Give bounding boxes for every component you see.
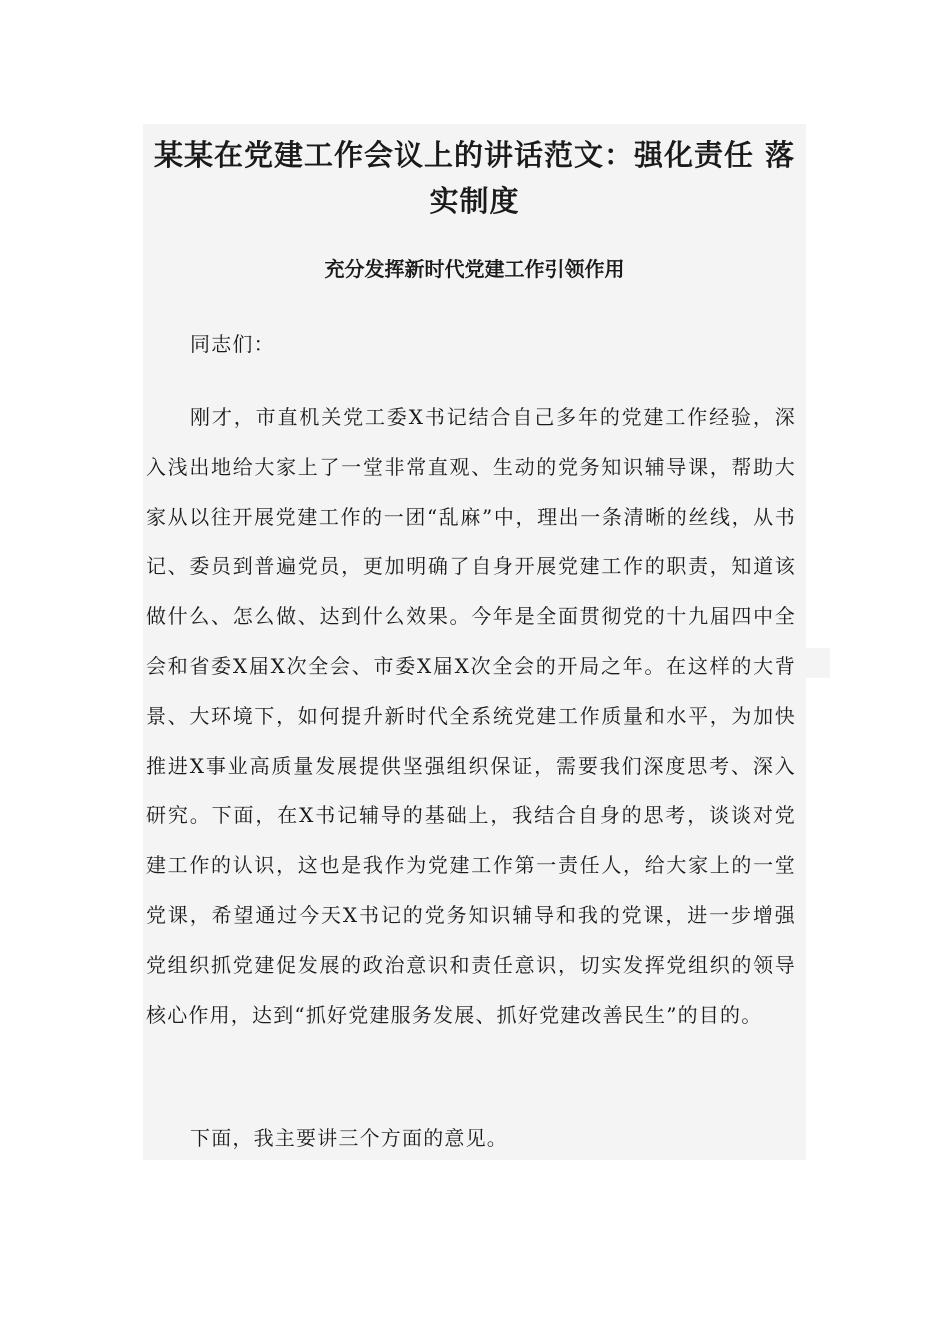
line-overflow-shade [806,648,830,678]
document-title: 某某在党建工作会议上的讲话范文：强化责任 落实制度 [153,138,796,218]
document-subtitle: 充分发挥新时代党建工作引领作用 [324,257,625,281]
closing-paragraph: 下面，我主要讲三个方面的意见。 [190,1126,508,1150]
body-paragraph: 刚才，市直机关党工委X书记结合自己多年的党建工作经验，深入浅出地给大家上了一堂非常直观、生动的党务知识辅导课，帮助大家从以往开展党建工作的一团“乱麻”中，理出一条清晰的丝线，从书记、委员到普遍党员，更加明确了自身开展党建工作的职责，知道该做什么、怎么做、达到什么效果。今年是全面贯彻党的十九届四中全会和省委X届X次全会、市委X届X次全会的开局之年。在这样的大背景、大环境下，如何提升新时代全系统党建工作质量和水平，为加快推进X事业高质量发展提供坚强组织保证，需要我们深度思考、深入研究。下面，在X书记辅导的基础上，我结合自身的思考，谈谈对党建工作的认识，这也是我作为党建工作第一责任人，给大家上的一堂党课，希望通过今天X书记的党务知识辅导和我的党课，进一步增强党组织抓党建促发展的政治意识和责任意识，切实发挥党组织的领导核心作用，达到“抓好党建服务发展、抓好党建改善民生”的目的。 [146,405,796,1027]
greeting-paragraph: 同志们： [190,332,275,356]
document-page [143,124,806,1160]
